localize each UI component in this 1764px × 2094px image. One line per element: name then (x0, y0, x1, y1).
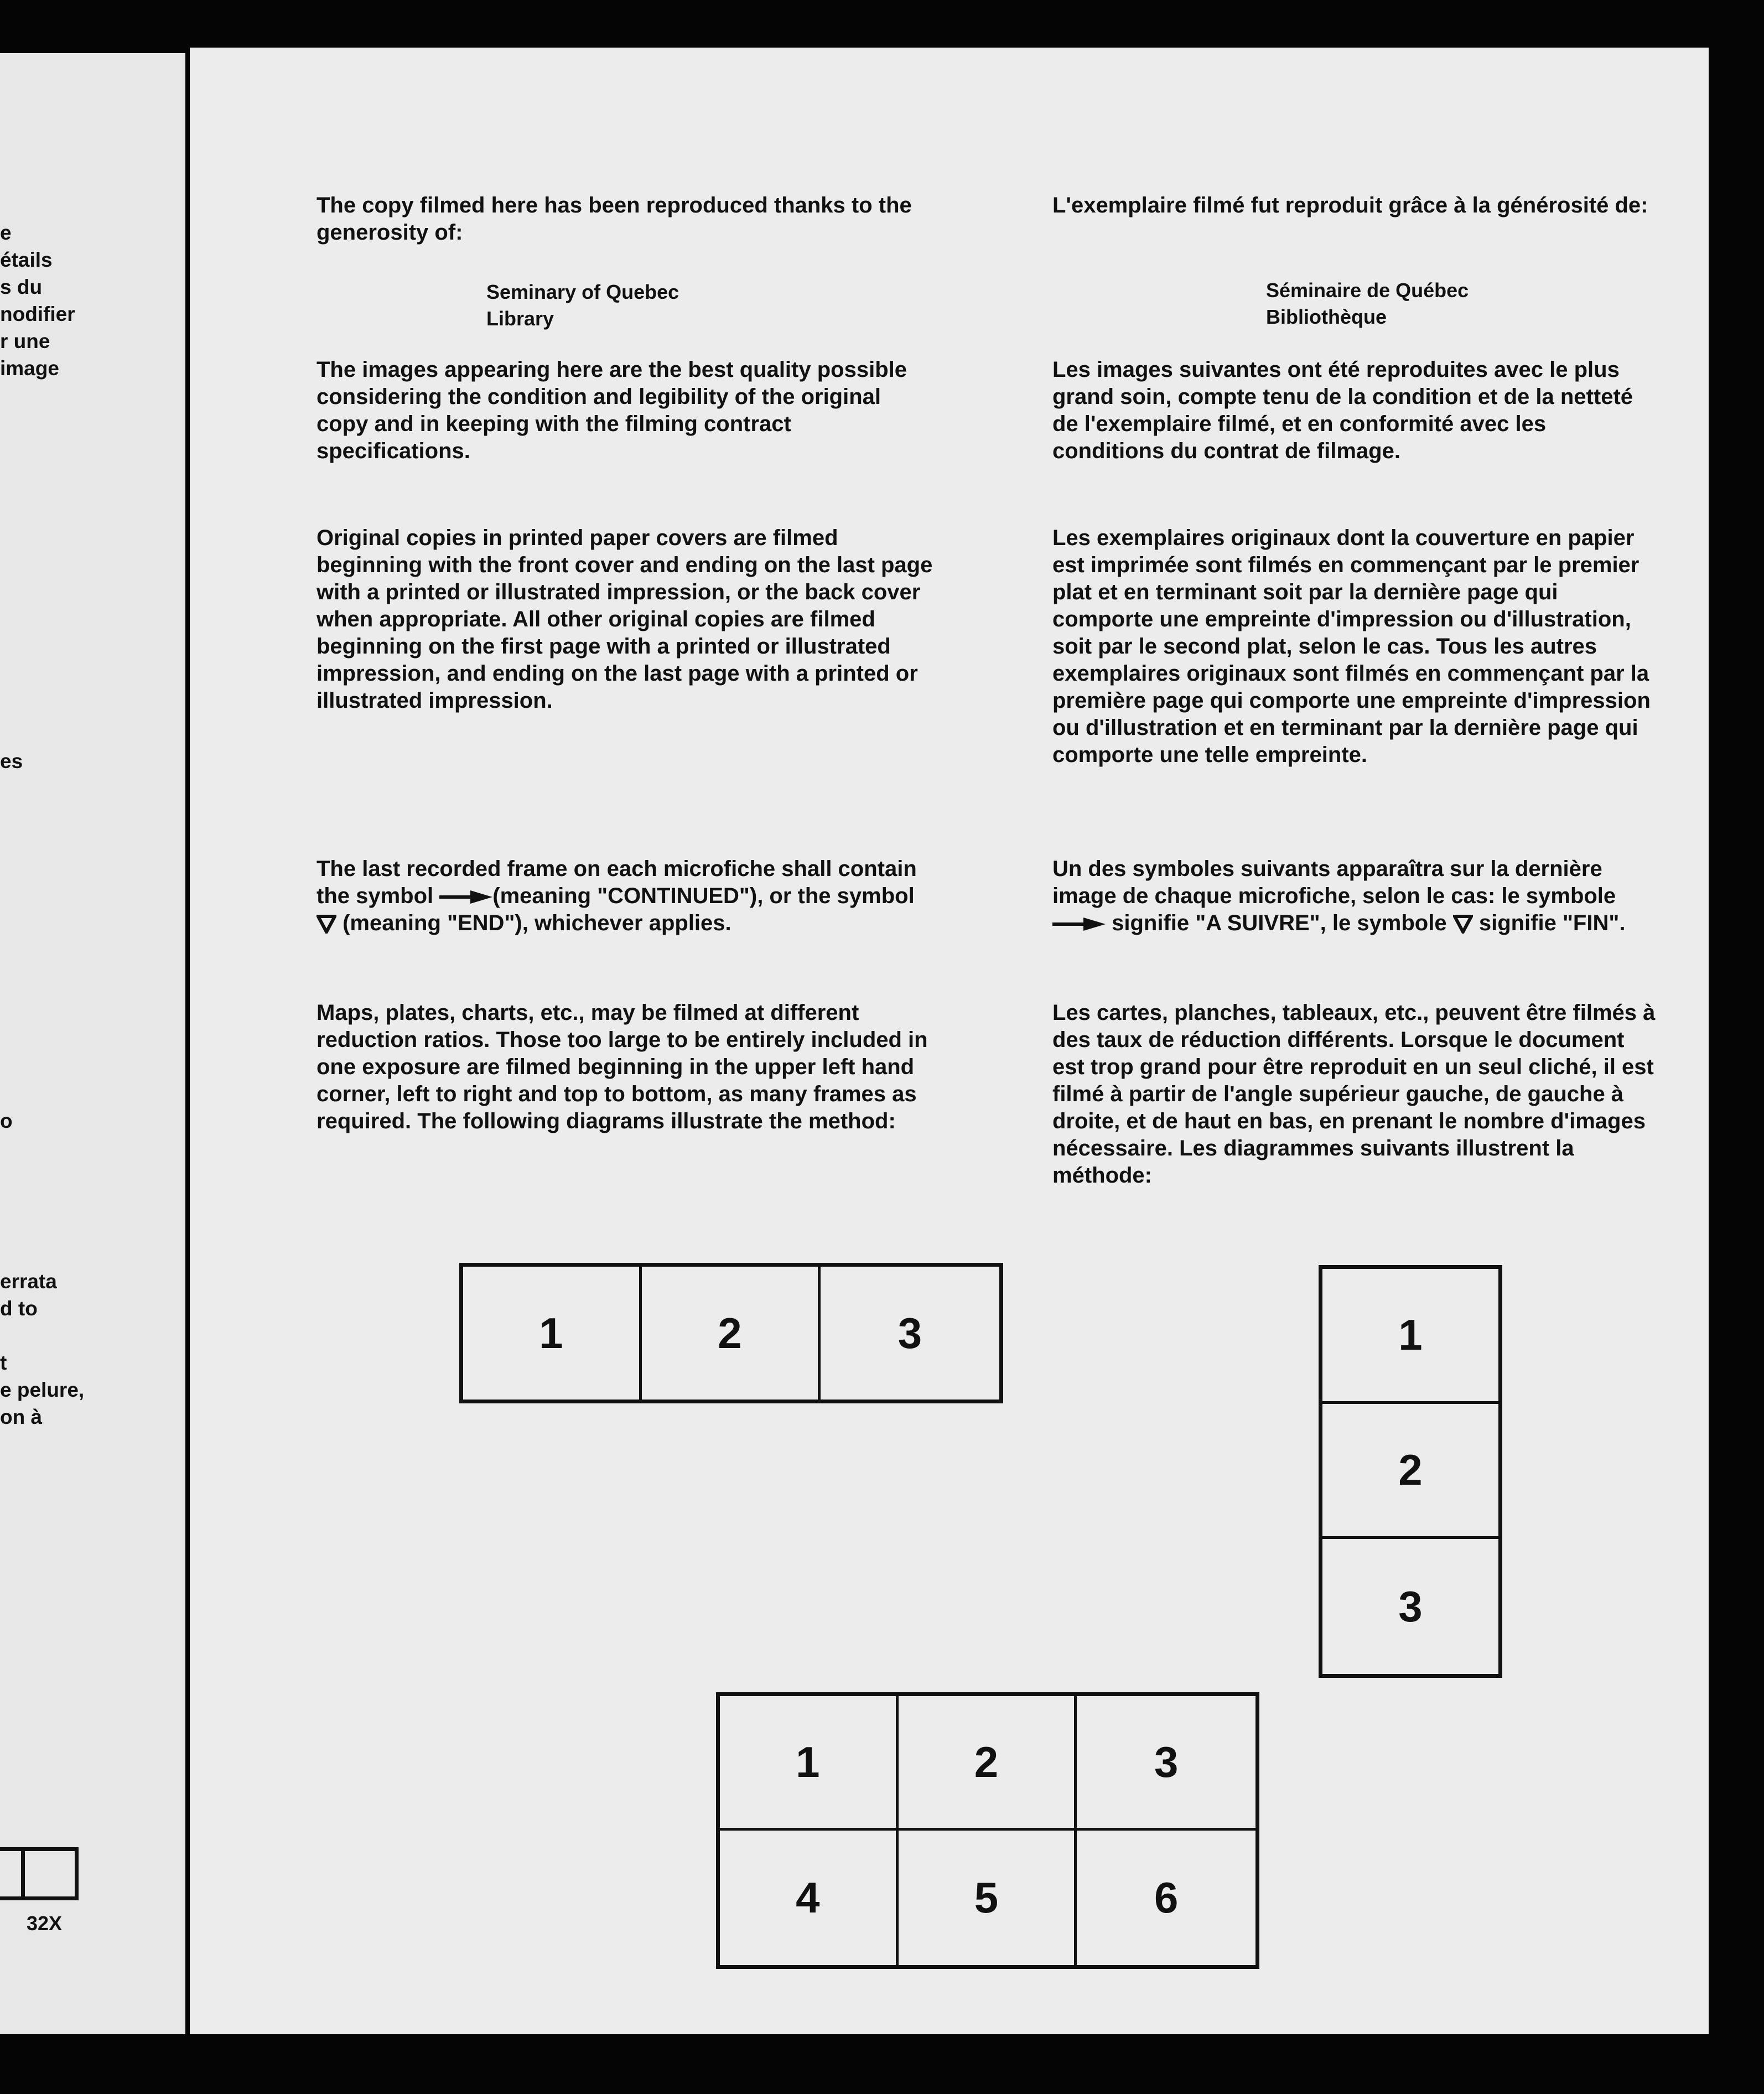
diagram-row-cell: 2 (642, 1267, 821, 1400)
french-symbols-paragraph (1052, 856, 1661, 937)
french-library-line2: Bibliothèque (1266, 305, 1387, 328)
resolution-target-box (0, 1847, 79, 1900)
end-triangle-icon (317, 915, 336, 934)
resolution-target-divider (21, 1851, 25, 1896)
prev-fragment: es (0, 750, 23, 773)
english-symbols-paragraph (317, 856, 936, 937)
french-library-line1: Séminaire de Québec (1266, 279, 1469, 302)
diagram-column-cell: 1 (1322, 1269, 1498, 1404)
english-quality-paragraph: The images appearing here are the best quality possible considering the condition and legibility of the original copy and in keeping with the filming contract specifications. (317, 357, 907, 463)
diagram-grid-cell: 1 (720, 1696, 899, 1831)
diagram-grid-cell: 3 (1077, 1696, 1255, 1831)
french-quality-paragraph: Les images suivantes ont été reproduites avec le plus grand soin, compte tenu de la condition et de la netteté de l'exemplaire filmé, et en conformité avec les conditions du contrat de filmage. (1052, 357, 1633, 463)
prev-fragment: r une (0, 330, 50, 353)
diagram-row (459, 1263, 1003, 1403)
diagram-row-cell: 3 (897, 1308, 922, 1357)
filmed-notice-page (190, 48, 1709, 2034)
french-symbols-text-a: Un des symboles suivants apparaîtra sur la dernière image de chaque microfiche, selon le cas: le symbole (1052, 857, 1616, 908)
french-maps-paragraph: Les cartes, planches, tableaux, etc., peuvent être filmés à des taux de réduction différents. Lorsque le document est trop grand pour être reproduit en un seul cliché, il est filmé à partir de l'angle supérieur gauche, de gauche à droite, et de haut en bas, en prenant le nombre d'images nécessaire. Les diagrammes suivants illustrent la méthode: (1052, 1001, 1656, 1188)
reduction-label: 32X (27, 1912, 63, 1935)
diagram-grid-cell: 2 (899, 1696, 1077, 1831)
prev-fragment: étails (0, 248, 53, 271)
diagram-grid-cell: 5 (899, 1831, 1077, 1965)
english-covers-paragraph: Original copies in printed paper covers are filmed beginning with the front cover and ending on the last page with a printed or illustrated impression, or the back cover when appropriate. All other original copies are filmed beginning on the first page with a printed or illustrated impression, and ending on the last page with a printed or illustrated impression. (317, 526, 933, 713)
french-covers-paragraph: Les exemplaires originaux dont la couverture en papier est imprimée sont filmés en commençant par le premier plat et en terminant soit par la dernière page qui comporte une empreinte d'impression ou d'illustration, soit par le second plat, selon le cas. Tous les autres exemplaires originaux sont filmés en commençant par la première page qui comporte une empreinte d'impression ou d'illustration et en terminant par la dernière page qui comporte une telle empreinte. (1052, 526, 1651, 767)
diagram-column-cell: 2 (1322, 1404, 1498, 1539)
prev-fragment: image (0, 357, 59, 380)
english-library-name (486, 279, 679, 332)
french-library-name (1266, 277, 1469, 330)
diagram-grid-cell: 6 (1154, 1873, 1179, 1922)
prev-fragment: errata (0, 1270, 57, 1293)
english-library-line1: Seminary of Quebec (486, 281, 679, 303)
diagram-row-cell: 1 (463, 1267, 642, 1400)
previous-page-edge (0, 53, 185, 2034)
english-library-line2: Library (486, 307, 554, 330)
diagram-grid-cell: 4 (720, 1831, 899, 1965)
prev-fragment: e pelure, (0, 1378, 85, 1401)
diagram-column-cell: 3 (1398, 1582, 1423, 1631)
continued-arrow-icon (439, 890, 492, 904)
english-maps-paragraph: Maps, plates, charts, etc., may be filmed at different reduction ratios. Those too large to be entirely included in one exposure are filmed beginning in the upper left hand corner, left to right and top to bottom, as many frames as required. The following diagrams illustrate the method: (317, 1001, 928, 1133)
prev-fragment: o (0, 1110, 13, 1132)
diagram-column (1319, 1265, 1502, 1678)
french-thanks-paragraph: L'exemplaire filmé fut reproduit grâce à la générosité de: (1052, 193, 1648, 217)
english-symbols-text-b: (meaning "CONTINUED"), or the symbol (492, 884, 915, 908)
english-symbols-text-c: (meaning "END"), whichever applies. (336, 911, 731, 935)
english-symbols-text-a: The last recorded frame on each microfiche shall contain the symbol (317, 857, 917, 908)
prev-fragment: on à (0, 1406, 43, 1428)
prev-fragment: t (0, 1351, 7, 1374)
french-symbols-text-b: signifie "A SUIVRE", le symbole (1106, 911, 1453, 935)
diagram-grid (716, 1692, 1259, 1969)
english-intro (317, 192, 936, 246)
prev-fragment: e (0, 221, 12, 244)
french-symbols-text-c: signifie "FIN". (1472, 911, 1626, 935)
continued-arrow-icon (1052, 918, 1106, 931)
prev-fragment: nodifier (0, 303, 75, 325)
end-triangle-icon (1453, 915, 1473, 934)
english-thanks-paragraph: The copy filmed here has been reproduced thanks to the generosity of: (317, 193, 912, 245)
prev-fragment: s du (0, 276, 43, 298)
prev-fragment: d to (0, 1297, 38, 1320)
